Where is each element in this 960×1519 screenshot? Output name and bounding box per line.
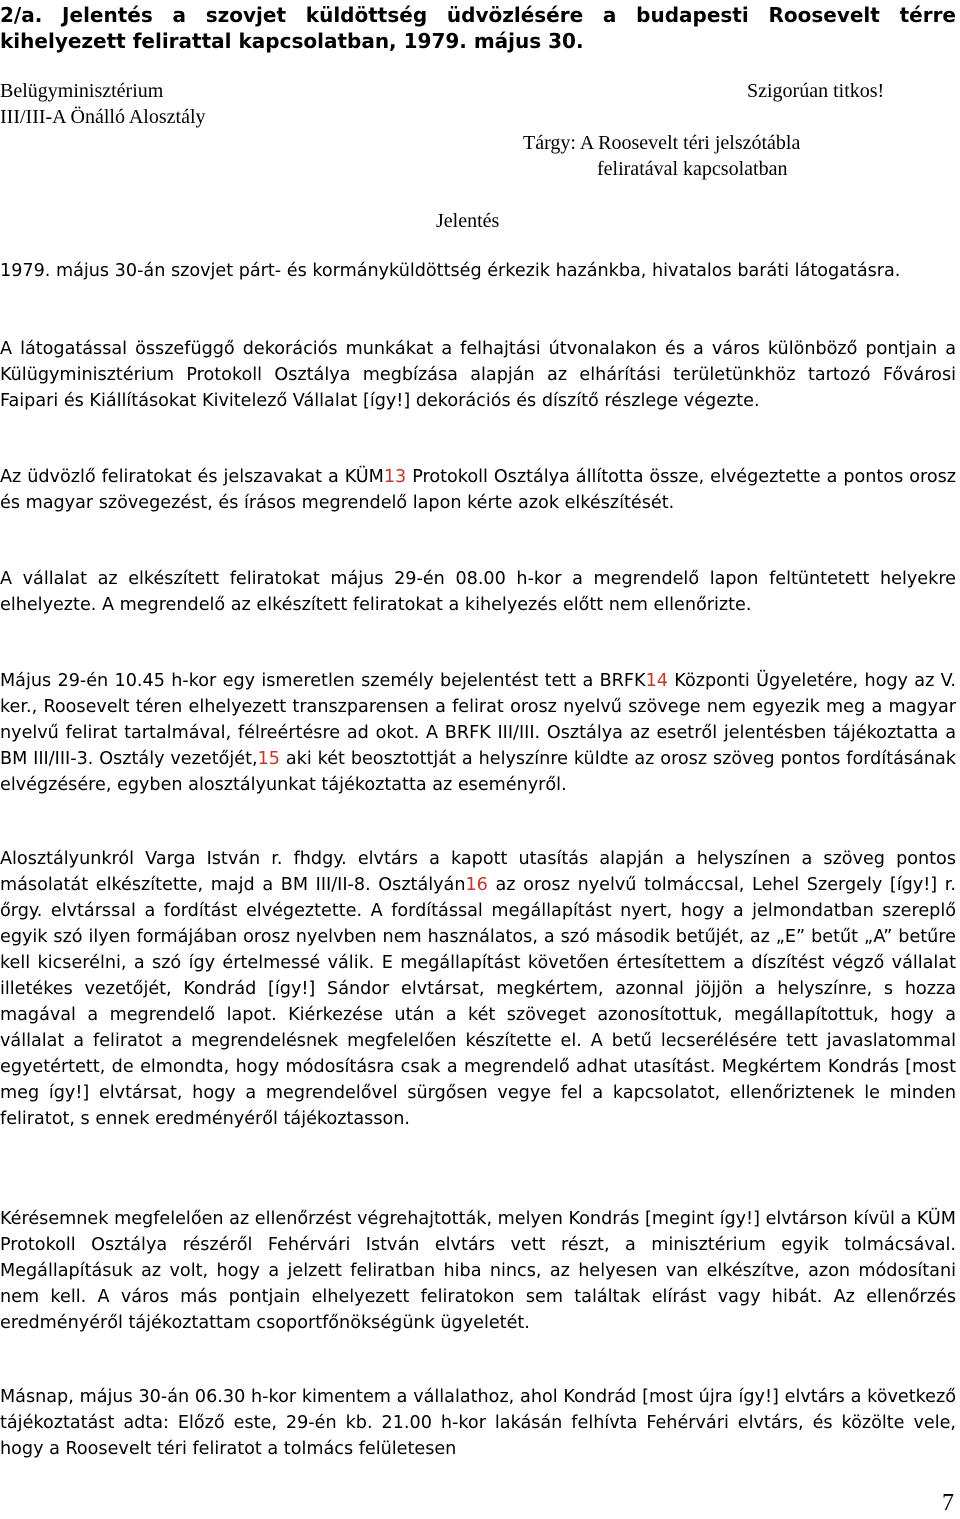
footnote-marker[interactable]: 13 bbox=[383, 467, 407, 487]
subject-line-continued: feliratával kapcsolatban bbox=[597, 158, 788, 180]
issuing-department: III/III-A Önálló Alosztály bbox=[0, 106, 206, 128]
page-number: 7 bbox=[942, 1490, 954, 1516]
paragraph-5 bbox=[0, 668, 956, 798]
paragraph-6 bbox=[0, 846, 956, 1132]
paragraph-text: Másnap, május 30-án 06.30 h-kor kimentem a vállalathoz, ahol Kondrád [most újra így!] elvtárs a következő tájékoztatást adta: Előző este, 29-én kb. 21.00 h-kor lakásán felhívta Fehérvári elvtárs, és közölte vele, hogy a Roosevelt téri feliratot a tolmács felületesen bbox=[0, 1387, 956, 1459]
issuing-organization: Belügyminisztérium bbox=[0, 80, 164, 102]
paragraph-text: Az üdvözlő feliratokat és jelszavakat a KÜM bbox=[0, 467, 384, 487]
paragraph-4 bbox=[0, 566, 956, 618]
paragraph-text: Protokoll Osztálya állította össze, elvégeztette a pontos orosz és magyar szövegezést, és írásos megrendelő lapon kérte azok elkészítését. bbox=[0, 467, 956, 513]
document-title: 2/a. Jelentés a szovjet küldöttség üdvözlésére a budapesti Roosevelt térre kihelyezett felirattal kapcsolatban, 1979. május 30. bbox=[0, 3, 956, 53]
footnote-marker[interactable]: 14 bbox=[645, 671, 668, 691]
paragraph-7 bbox=[0, 1206, 956, 1336]
paragraph-text: A látogatással összefüggő dekorációs munkákat a felhajtási útvonalakon és a város különböző pontjain a Külügyminisztérium Protokoll Osztálya megbízása alapján az elhárítási területünkhöz tartozó Fővárosi Faipari és Kiállításokat Kivitelező Vállalat [így!] dekorációs és díszítő részlege végezte. bbox=[0, 339, 956, 411]
paragraph-text: aki két beosztottját a helyszínre küldte az orosz szöveg pontos fordításának elvégzésére, egyben alosztályunkat tájékoztatta az eseményről. bbox=[0, 749, 956, 795]
paragraph-text: az orosz nyelvű tolmáccsal, Lehel Szergely [így!] r. őrgy. elvtárssal a fordítást elvégeztette. A fordítással megállapítást nyert, hogy a jelmondatban szereplő egyik szó ilyen formájában orosz nyelvben nem használatos, a szó második betűjét, az „E” betűt „A” betűre kell kicserélni, a szó így értelmessé válik. E megállapítást követően értesítettem a díszítést végző vállalat illetékes vezetőjét, Kondrád [így!] Sándor elvtársat, megkértem, azonnal jöjjön a helyszínre, s hozza magával a megrendelő lapot. Kiérkezése után a két szöveget azonosítottuk, megállapítottuk, hogy a vállalat a feliratot a megrendelésnek megfelelően készítette el. A betű lecserélésére tett javaslatommal egyetértett, de elmondta, hogy módosításra csak a megrendelő adhat utasítást. Megkértem Kondrás [most meg így!] elvtársat, hogy a megrendelővel sürgősen vegye fel a kapcsolatot, ellenőriztenek le minden feliratot, s ennek eredményéről tájékoztasson. bbox=[0, 875, 957, 1129]
subject-line: Tárgy: A Roosevelt téri jelszótábla bbox=[523, 132, 801, 154]
paragraph-3 bbox=[0, 464, 956, 516]
paragraph-1 bbox=[0, 258, 956, 284]
paragraph-text: 1979. május 30-án szovjet párt- és kormányküldöttség érkezik hazánkba, hivatalos baráti látogatásra. bbox=[0, 261, 901, 281]
paragraph-8 bbox=[0, 1384, 956, 1462]
classification-mark: Szigorúan titkos! bbox=[747, 80, 885, 102]
paragraph-text: Kérésemnek megfelelően az ellenőrzést végrehajtották, melyen Kondrás [megint így!] elvtárson kívül a KÜM Protokoll Osztálya részéről Fehérvári István elvtárs vett részt, a minisztérium egyik tolmácsával. Megállapításuk az volt, hogy a jelzett feliratban hiba nincs, az helyesen van elkészítve, azon módosítani nem kell. A város más pontjain elhelyezett feliratokon sem találtak elírást vagy hibát. Az ellenőrzés eredményéről tájékoztattam csoportfőnökségünk ügyeletét. bbox=[0, 1209, 956, 1333]
report-heading: Jelentés bbox=[436, 210, 500, 232]
paragraph-text: A vállalat az elkészített feliratokat május 29-én 08.00 h-kor a megrendelő lapon feltüntetett helyekre elhelyezte. A megrendelő az elkészített feliratokat a kihelyezés előtt nem ellenőrizte. bbox=[0, 569, 956, 615]
footnote-marker[interactable]: 15 bbox=[257, 749, 280, 769]
paragraph-text: Május 29-én 10.45 h-kor egy ismeretlen személy bejelentést tett a BRFK bbox=[0, 671, 646, 691]
footnote-marker[interactable]: 16 bbox=[465, 875, 488, 895]
paragraph-text: Központi Ügyeletére, hogy az V. ker., Roosevelt téren elhelyezett transzparensen a felirat orosz nyelvű szövege nem egyezik meg a magyar nyelvű felirat tartalmával, félreértésre ad okot. A BRFK III/III. Osztálya az esetről jelentésben tájékoztatta a BM III/III-3. Osztály vezetőjét, bbox=[0, 671, 956, 769]
paragraph-text: Alosztályunkról Varga István r. fhdgy. elvtárs a kapott utasítás alapján a helyszínen a szöveg pontos másolatát elkészítette, majd a BM III/II-8. Osztályán bbox=[0, 849, 956, 895]
paragraph-2 bbox=[0, 336, 956, 414]
